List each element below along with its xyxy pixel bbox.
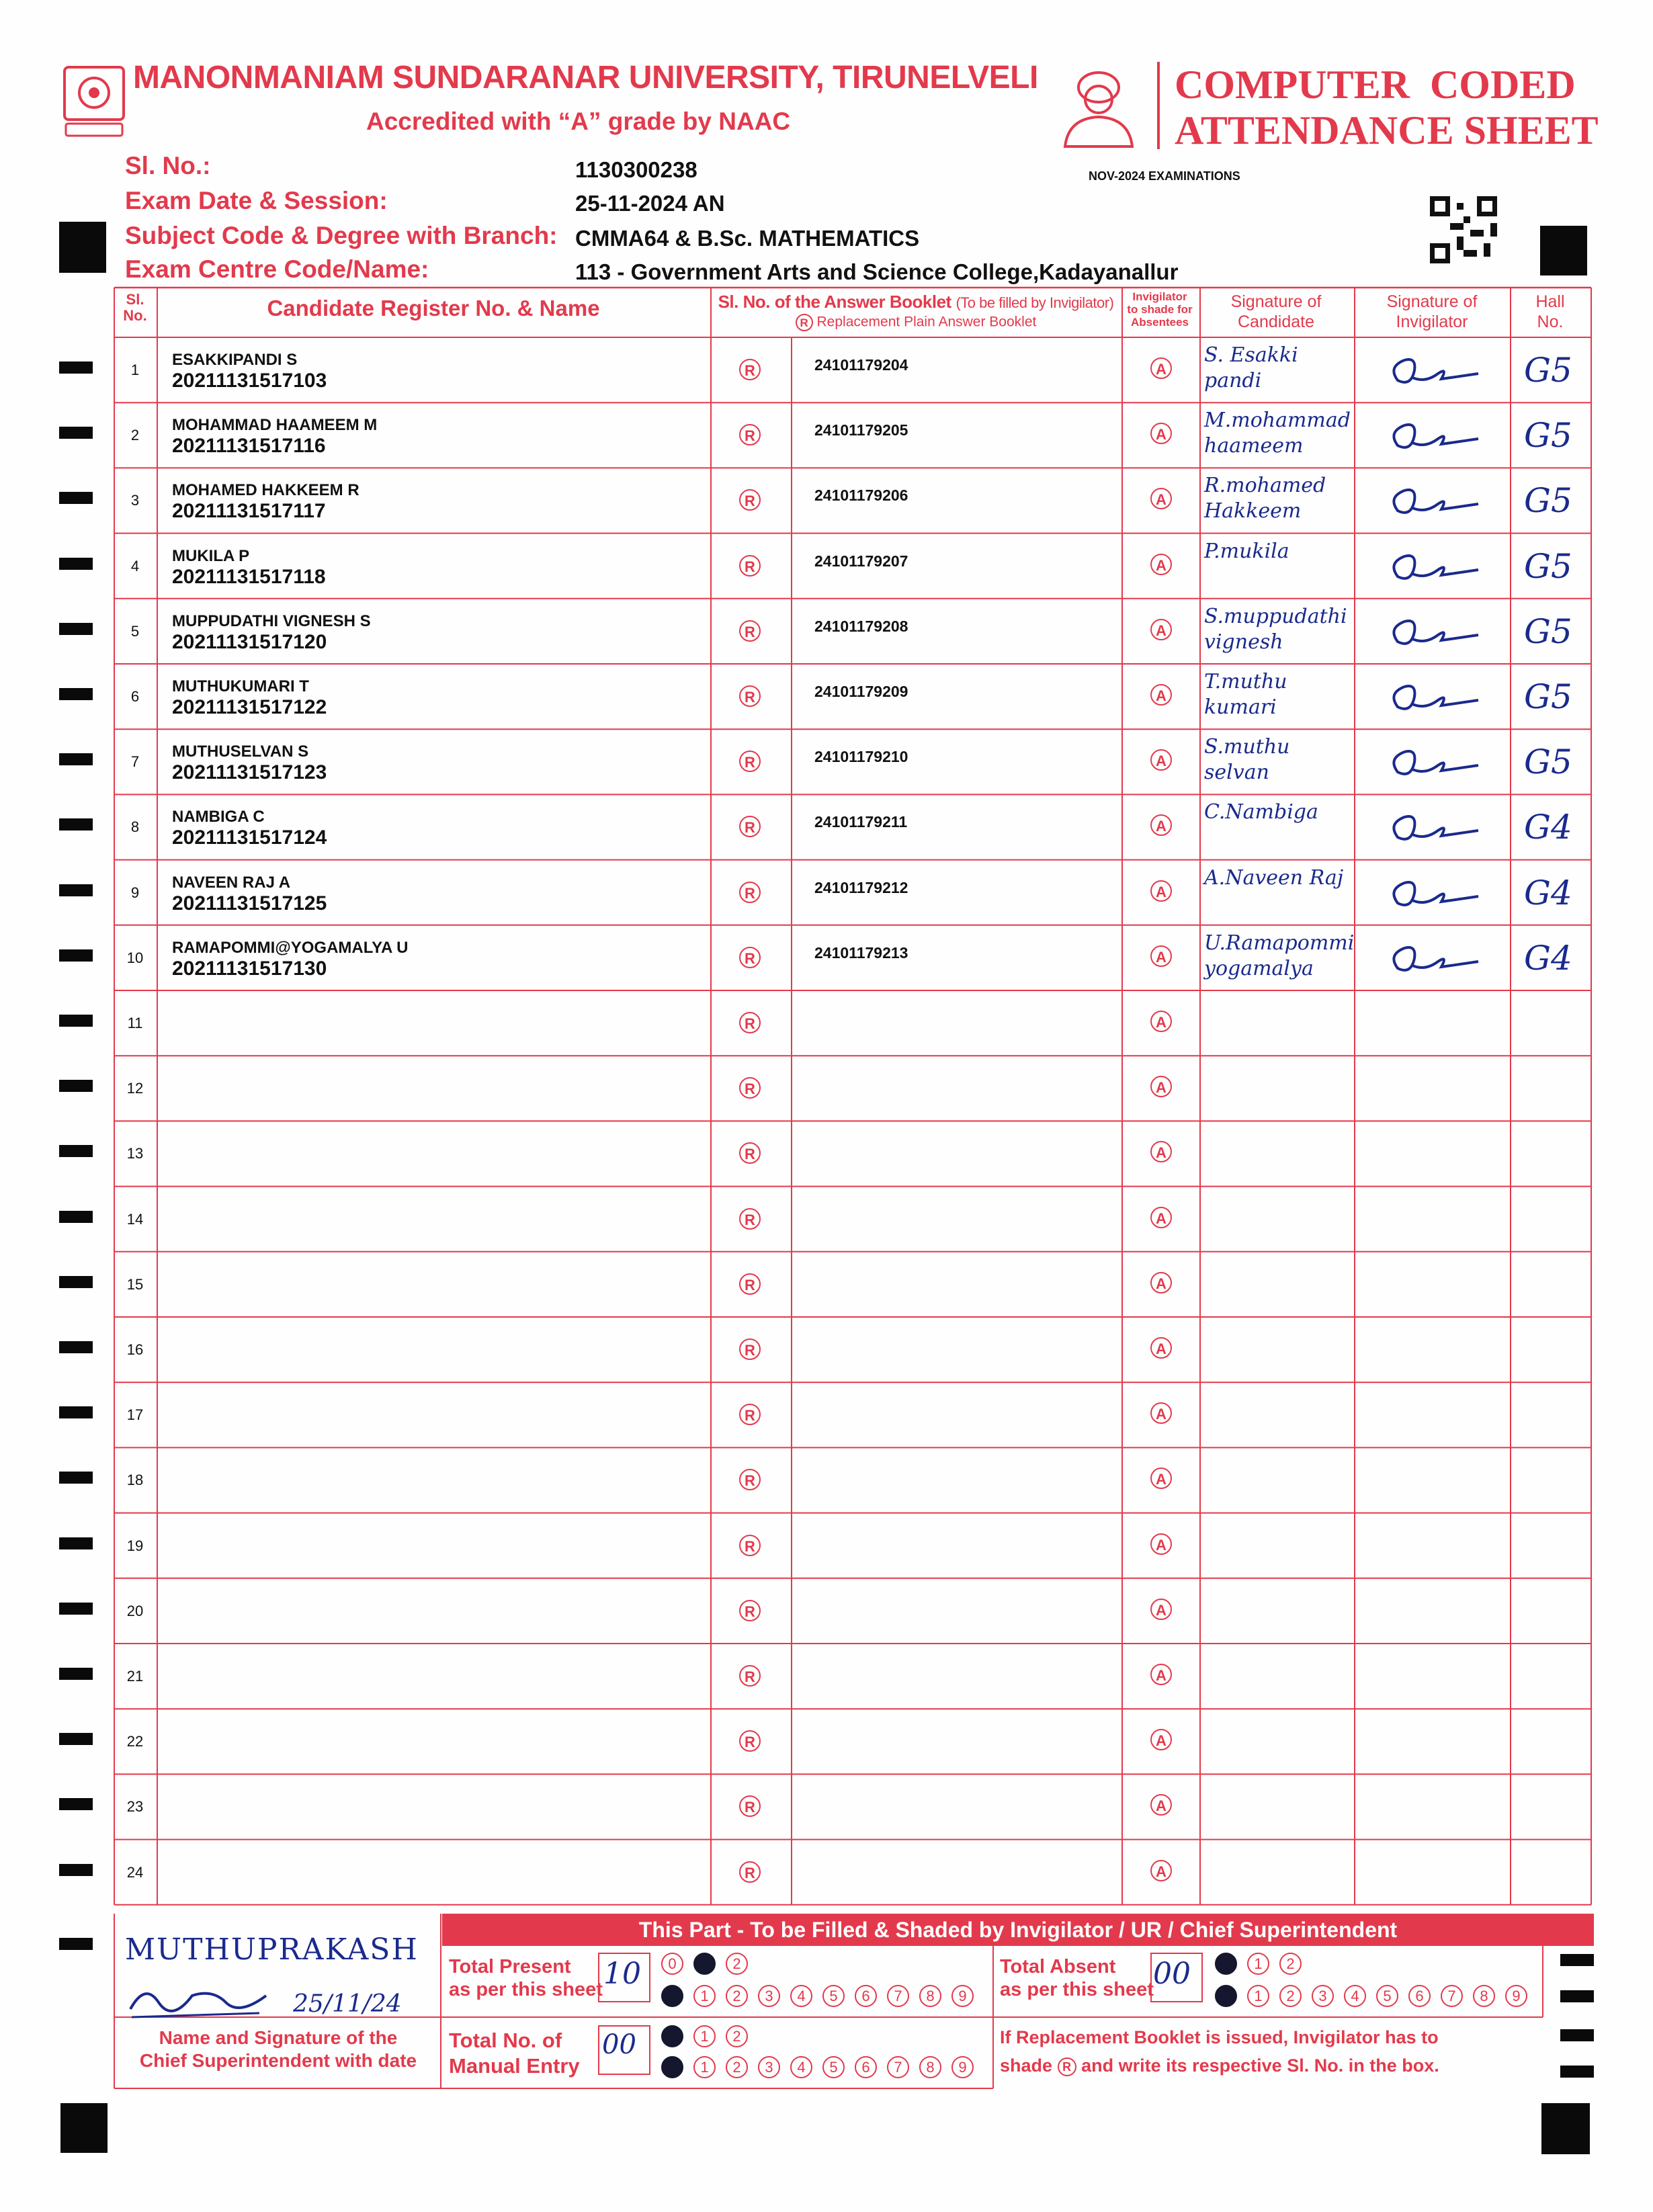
absentee-bubble[interactable]: A (1150, 1533, 1172, 1555)
hall-number: G5 (1524, 481, 1572, 521)
candidate-name: MOHAMED HAKKEEM R (172, 481, 359, 500)
hall-number: G5 (1524, 351, 1572, 390)
manual-units-bubble[interactable]: 3 (758, 2056, 780, 2078)
absentee-bubble[interactable]: A (1150, 880, 1172, 902)
candidate-register-no: 20211131517103 (172, 370, 327, 392)
timing-mark (59, 1080, 93, 1092)
absentee-bubble[interactable]: A (1150, 619, 1172, 640)
row-number: 21 (126, 1668, 144, 1685)
present-units-bubble[interactable]: 0 (661, 1985, 683, 2007)
invigilator-signature (1384, 412, 1485, 459)
candidate-register-no: 20211131517124 (172, 826, 327, 849)
centre-value: 113 - Government Arts and Science College,Kadayanallur (575, 259, 1179, 284)
present-units-bubble[interactable]: 4 (790, 1985, 812, 2007)
col-header-candidate: Candidate Register No. & Name (267, 296, 600, 321)
timing-mark (59, 1798, 93, 1810)
absent-tens-bubble[interactable]: 0 (1215, 1953, 1237, 1975)
timing-mark (59, 1341, 93, 1353)
row-number: 11 (127, 1015, 143, 1031)
candidate-signature: U.Ramapommi yogamalya (1204, 931, 1355, 980)
answer-booklet-no: 24101179209 (814, 683, 908, 700)
replacement-bubble[interactable]: R (739, 1665, 761, 1687)
replacement-bubble[interactable]: R (739, 1273, 761, 1295)
exam-date-value: 25-11-2024 AN (575, 191, 725, 216)
absentee-bubble[interactable]: A (1150, 1402, 1172, 1424)
replacement-bubble[interactable]: R (739, 359, 761, 380)
candidate-name: MUKILA P (172, 546, 250, 565)
row-number: 7 (130, 753, 140, 771)
absentee-bubble[interactable]: A (1150, 1729, 1172, 1750)
answer-booklet-no: 24101179212 (814, 878, 908, 896)
absentee-bubble[interactable]: A (1150, 423, 1172, 444)
absentee-bubble[interactable]: A (1150, 1207, 1172, 1228)
timing-mark (59, 1864, 93, 1876)
manual-units-bubble[interactable]: 4 (790, 2056, 812, 2078)
row-number: 5 (130, 622, 140, 640)
timing-mark (59, 558, 93, 570)
replacement-bubble[interactable]: R (739, 1600, 761, 1621)
answer-booklet-no: 24101179210 (814, 748, 908, 766)
invigilator-signature (1384, 935, 1485, 982)
candidate-signature: C.Nambiga (1204, 800, 1318, 824)
manual-units-bubble[interactable]: 9 (951, 2056, 974, 2078)
absentee-bubble[interactable]: A (1150, 1860, 1172, 1881)
absentee-bubble[interactable]: A (1150, 1599, 1172, 1620)
candidate-signature: S.muppudathi vignesh (1204, 604, 1347, 654)
timing-mark (1560, 1954, 1594, 1966)
replacement-bubble[interactable]: R (739, 555, 761, 577)
present-tens-bubble[interactable]: 2 (726, 1953, 748, 1975)
timing-mark (1560, 2029, 1594, 2041)
replacement-bubble[interactable]: R (739, 1730, 761, 1752)
timing-mark (59, 361, 93, 374)
row-number: 18 (126, 1472, 144, 1489)
replacement-note-shade: shade (1000, 2055, 1053, 2076)
present-units-bubble[interactable]: 6 (855, 1985, 877, 2007)
timing-mark (59, 1211, 93, 1223)
sl-no-value: 1130300238 (575, 157, 697, 182)
candidate-register-no: 20211131517122 (172, 696, 327, 718)
manual-entry-label: Total No. of Manual Entry (449, 2029, 580, 2078)
invigilator-signature (1384, 347, 1485, 394)
absent-tens-bubble[interactable]: 2 (1279, 1953, 1302, 1975)
manual-entry-value: 00 (602, 2029, 636, 2060)
accreditation-text: Accredited with “A” grade by NAAC (366, 108, 791, 135)
replacement-symbol: R (796, 314, 813, 331)
absentee-bubble[interactable]: A (1150, 1011, 1172, 1032)
hall-number: G5 (1524, 416, 1572, 456)
present-units-bubble[interactable]: 2 (726, 1985, 748, 2007)
replacement-note-rest: and write its respective Sl. No. in the box. (1081, 2055, 1439, 2076)
timing-mark (59, 492, 93, 504)
chief-superintendent-name: MUTHUPRAKASH (125, 1932, 419, 1967)
replacement-bubble[interactable]: R (739, 751, 761, 772)
timing-mark (59, 1938, 93, 1950)
candidate-name: ESAKKIPANDI S (172, 351, 298, 369)
timing-mark (59, 884, 93, 896)
answer-booklet-no: 24101179206 (814, 486, 908, 505)
answer-booklet-no: 24101179205 (814, 421, 908, 439)
timing-mark (59, 1537, 93, 1549)
absent-units-bubble[interactable]: 2 (1279, 1985, 1302, 2007)
row-number: 12 (126, 1080, 144, 1097)
candidate-register-no: 20211131517120 (172, 630, 327, 653)
university-name: MANONMANIAM SUNDARANAR UNIVERSITY, TIRUNELVELI (133, 60, 1038, 95)
absentee-bubble[interactable]: A (1150, 1337, 1172, 1359)
subject-value: CMMA64 & B.Sc. MATHEMATICS (575, 226, 920, 251)
col-header-hall: Hall No. (1535, 292, 1565, 331)
absent-units-bubble[interactable]: 1 (1247, 1985, 1269, 2007)
absent-units-bubble[interactable]: 9 (1505, 1985, 1527, 2007)
replacement-note-line2 (1000, 2052, 1439, 2079)
row-number: 10 (126, 949, 144, 966)
absentee-bubble[interactable]: A (1150, 1076, 1172, 1097)
absentee-bubble[interactable]: A (1150, 1664, 1172, 1685)
manual-tens-bubble[interactable]: 0 (661, 2025, 683, 2047)
absent-units-bubble[interactable]: 6 (1408, 1985, 1431, 2007)
replacement-bubble[interactable]: R (739, 685, 761, 707)
timing-mark (59, 1603, 93, 1615)
absentee-bubble[interactable]: A (1150, 488, 1172, 509)
candidate-signature: S.muthu selvan (1204, 735, 1290, 785)
chief-superintendent-signature (125, 1975, 280, 2023)
row-number: 19 (126, 1537, 144, 1554)
invigilator-signature (1384, 608, 1485, 655)
row-number: 13 (126, 1145, 144, 1162)
timing-mark (59, 1015, 93, 1027)
timing-mark (59, 1406, 93, 1418)
manual-units-bubble[interactable]: 1 (693, 2056, 716, 2078)
chief-superintendent-date: 25/11/24 (293, 1990, 402, 2018)
candidate-signature: P.mukila (1204, 539, 1289, 563)
hall-number: G5 (1524, 611, 1572, 651)
absent-units-bubble[interactable]: 5 (1376, 1985, 1398, 2007)
answer-booklet-no: 24101179204 (814, 356, 908, 374)
col-header-sig-candidate: Signature of Candidate (1230, 292, 1322, 331)
absent-tens-bubble[interactable]: 1 (1247, 1953, 1269, 1975)
absentee-bubble[interactable]: A (1150, 814, 1172, 836)
candidate-name: MUTHUKUMARI T (172, 677, 309, 695)
candidate-register-no: 20211131517118 (172, 565, 326, 588)
candidate-register-no: 20211131517116 (172, 435, 326, 458)
timing-mark (1560, 1990, 1594, 2002)
absent-units-bubble[interactable]: 3 (1312, 1985, 1334, 2007)
hall-number: G4 (1524, 873, 1572, 912)
invigilator-signature (1384, 738, 1485, 785)
absent-units-bubble[interactable]: 7 (1441, 1985, 1463, 2007)
absentee-bubble[interactable]: A (1150, 684, 1172, 706)
row-number: 17 (126, 1406, 144, 1424)
manual-units-bubble[interactable]: 7 (887, 2056, 909, 2078)
replacement-bubble[interactable]: R (739, 1469, 761, 1490)
timing-mark (59, 818, 93, 831)
timing-mark (59, 427, 93, 439)
absent-units-bubble[interactable]: 4 (1344, 1985, 1366, 2007)
manual-tens-bubble[interactable]: 1 (693, 2025, 716, 2047)
hall-number: G4 (1524, 938, 1572, 978)
row-number: 14 (126, 1210, 144, 1228)
row-number: 8 (130, 818, 140, 836)
present-units-bubble[interactable]: 8 (919, 1985, 941, 2007)
col-header-sl: Sl. No. (123, 291, 147, 324)
absent-units-bubble[interactable]: 0 (1215, 1985, 1237, 2007)
present-tens-bubble[interactable]: 0 (661, 1953, 683, 1975)
replacement-bubble[interactable]: R (739, 882, 761, 903)
row-number: 24 (126, 1863, 144, 1881)
hall-number: G5 (1524, 546, 1572, 586)
answer-booklet-no: 24101179213 (814, 943, 908, 962)
candidate-name: RAMAPOMMI@YOGAMALYA U (172, 938, 409, 957)
candidate-register-no: 20211131517130 (172, 957, 327, 980)
candidate-signature: S. Esakki pandi (1204, 343, 1298, 392)
manual-tens-bubble[interactable]: 2 (726, 2025, 748, 2047)
present-units-bubble[interactable]: 1 (693, 1985, 716, 2007)
absentee-bubble[interactable]: A (1150, 945, 1172, 967)
absentee-bubble[interactable]: A (1150, 1794, 1172, 1816)
candidate-signature: T.muthu kumari (1204, 670, 1287, 719)
timing-mark (59, 753, 93, 765)
present-units-bubble[interactable]: 9 (951, 1985, 974, 2007)
timing-mark (59, 1668, 93, 1680)
replacement-note-symbol: R (1058, 2057, 1076, 2076)
timing-mark (59, 1472, 93, 1484)
footer-bar: This Part - To be Filled & Shaded by Invigilator / UR / Chief Superintendent (442, 1914, 1594, 1946)
row-number: 15 (126, 1275, 144, 1293)
candidate-name: NAMBIGA C (172, 808, 265, 826)
total-present-value: 10 (603, 1957, 641, 1991)
invigilator-signature (1384, 673, 1485, 720)
answer-booklet-no: 24101179208 (814, 617, 908, 635)
timing-mark (59, 688, 93, 700)
absentee-bubble[interactable]: A (1150, 1272, 1172, 1293)
replacement-bubble[interactable]: R (739, 1861, 761, 1883)
replacement-bubble[interactable]: R (739, 1142, 761, 1164)
replacement-bubble[interactable]: R (739, 1012, 761, 1033)
timing-mark (59, 949, 93, 962)
replacement-bubble[interactable]: R (739, 1795, 761, 1817)
hall-number: G5 (1524, 677, 1572, 716)
col-header-booklet-sub: Replacement Plain Answer Booklet (816, 314, 1037, 330)
centre-label: Exam Centre Code/Name: (125, 255, 429, 283)
total-absent-label: Total Absent as per this sheet (1000, 1956, 1154, 2000)
col-header-sig-invigilator: Signature of Invigilator (1386, 292, 1478, 331)
replacement-bubble[interactable]: R (739, 489, 761, 511)
row-number: 16 (126, 1341, 144, 1358)
row-number: 22 (126, 1733, 144, 1750)
candidate-name: MUTHUSELVAN S (172, 742, 309, 761)
manual-units-bubble[interactable]: 5 (822, 2056, 845, 2078)
col-header-absent: Invigilator to shade for Absentees (1127, 290, 1193, 329)
candidate-signature: R.mohamed Hakkeem (1204, 474, 1326, 523)
manual-units-bubble[interactable]: 2 (726, 2056, 748, 2078)
sheet-title-line2: ATTENDANCE SHEET (1175, 108, 1599, 153)
candidate-register-no: 20211131517125 (172, 892, 327, 914)
present-tens-bubble[interactable]: 1 (693, 1953, 716, 1975)
replacement-bubble[interactable]: R (739, 947, 761, 968)
candidate-register-no: 20211131517123 (172, 761, 327, 784)
replacement-bubble[interactable]: R (739, 620, 761, 642)
invigilator-signature (1384, 543, 1485, 590)
invigilator-signature (1384, 869, 1485, 917)
present-units-bubble[interactable]: 3 (758, 1985, 780, 2007)
candidate-name: MUPPUDATHI VIGNESH S (172, 611, 371, 630)
candidate-signature: M.mohammad haameem (1204, 409, 1351, 458)
hall-number: G5 (1524, 742, 1572, 782)
replacement-note-line1: If Replacement Booklet is issued, Invigilator has to (1000, 2027, 1439, 2047)
invigilator-signature (1384, 804, 1485, 851)
timing-mark (59, 1276, 93, 1288)
replacement-bubble[interactable]: R (739, 1404, 761, 1425)
sheet-title-line1: COMPUTER CODED (1175, 62, 1576, 107)
hall-number: G4 (1524, 808, 1572, 847)
row-number: 3 (130, 492, 140, 509)
answer-booklet-no: 24101179207 (814, 552, 908, 570)
total-absent-value: 00 (1153, 1957, 1191, 1991)
replacement-bubble[interactable]: R (739, 1208, 761, 1230)
col-header-booklet (711, 292, 1121, 331)
exam-tag: NOV-2024 EXAMINATIONS (1089, 169, 1240, 183)
row-number: 1 (130, 361, 140, 378)
replacement-bubble[interactable]: R (739, 424, 761, 445)
absentee-bubble[interactable]: A (1150, 1467, 1172, 1489)
manual-units-bubble[interactable]: 8 (919, 2056, 941, 2078)
present-units-bubble[interactable]: 5 (822, 1985, 845, 2007)
timing-mark (1560, 2066, 1594, 2078)
candidate-signature: A.Naveen Raj (1204, 865, 1344, 890)
absentee-bubble[interactable]: A (1150, 357, 1172, 379)
subject-label: Subject Code & Degree with Branch: (125, 222, 558, 249)
absentee-bubble[interactable]: A (1150, 1141, 1172, 1162)
row-number: 20 (126, 1602, 144, 1619)
timing-mark (59, 1733, 93, 1745)
total-present-label: Total Present as per this sheet (449, 1956, 603, 2000)
row-number: 2 (130, 427, 140, 444)
candidate-name: MOHAMMAD HAAMEEM M (172, 416, 378, 435)
timing-mark (59, 623, 93, 635)
row-number: 6 (130, 688, 140, 705)
replacement-bubble[interactable]: R (739, 816, 761, 837)
present-units-bubble[interactable]: 7 (887, 1985, 909, 2007)
col-header-booklet-main: Sl. No. of the Answer Booklet (718, 292, 951, 312)
timing-mark (59, 1145, 93, 1157)
candidate-name: NAVEEN RAJ A (172, 873, 291, 892)
row-number: 9 (130, 884, 140, 901)
replacement-bubble[interactable]: R (739, 1535, 761, 1556)
col-header-booklet-note: (To be filled by Invigilator) (956, 294, 1114, 311)
absentee-bubble[interactable]: A (1150, 749, 1172, 771)
sl-no-label: Sl. No.: (125, 152, 211, 179)
chief-superintendent-label: Name and Signature of the Chief Superintendent with date (139, 2027, 417, 2071)
candidate-register-no: 20211131517117 (172, 500, 326, 523)
row-number: 4 (130, 557, 140, 575)
row-number: 23 (126, 1798, 144, 1816)
absentee-bubble[interactable]: A (1150, 554, 1172, 575)
manual-units-bubble[interactable]: 0 (661, 2056, 683, 2078)
invigilator-signature (1384, 477, 1485, 524)
exam-date-label: Exam Date & Session: (125, 187, 388, 214)
replacement-bubble[interactable]: R (739, 1338, 761, 1360)
manual-units-bubble[interactable]: 6 (855, 2056, 877, 2078)
replacement-bubble[interactable]: R (739, 1077, 761, 1099)
absent-units-bubble[interactable]: 8 (1473, 1985, 1495, 2007)
answer-booklet-no: 24101179211 (814, 813, 908, 831)
